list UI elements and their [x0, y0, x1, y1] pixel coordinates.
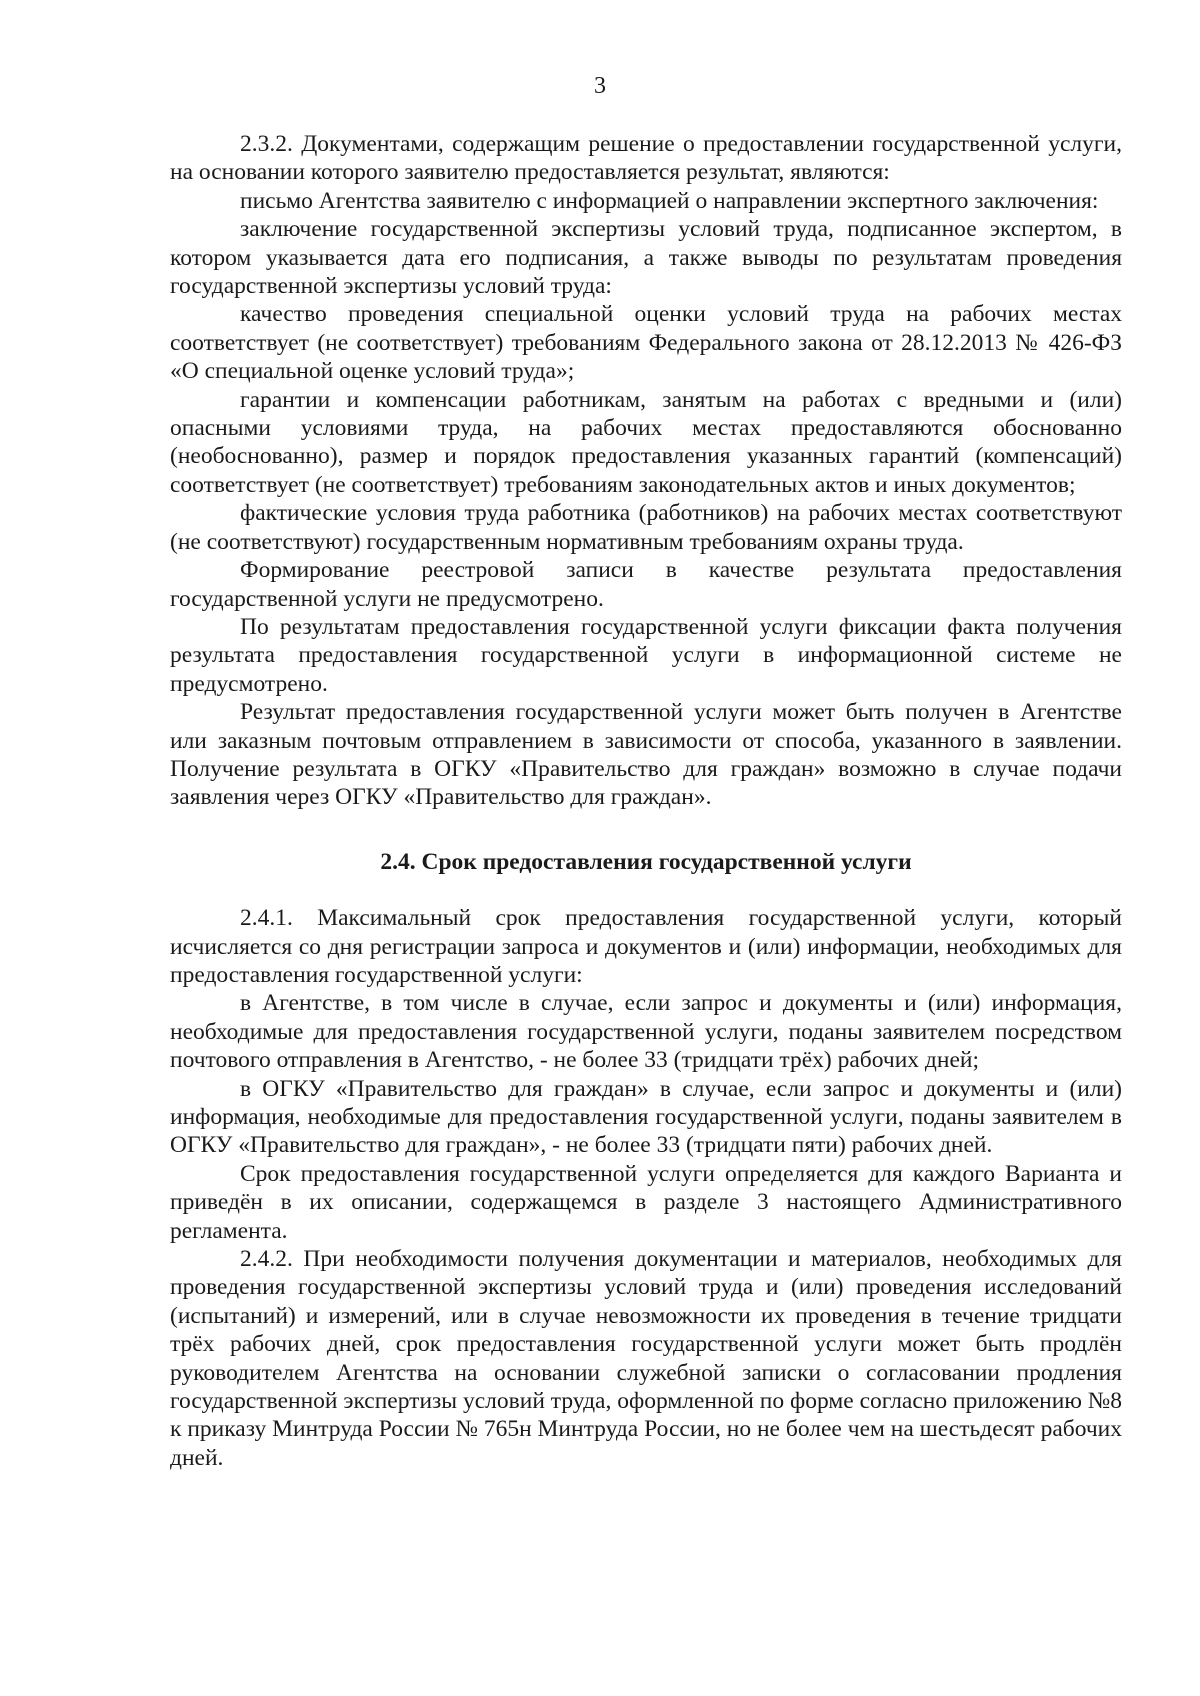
paragraph-2-4-2: 2.4.2. При необходимости получения документации и материалов, необходимых для проведения государственной экспертизы условий труда и (или) проведения исследований (испытаний) и измерений, или в случае невозможности их проведения в течение тридцати трёх рабочих дней, срок предоставления государственной услуги может быть продлён руководителем Агентства на основании служебной записки о согласовании продления государственной экспертизы условий труда, оформленной по форме согласно приложению №8 к приказу Минтруда России № 765н Минтруда России, но не более чем на шестьдесят рабочих дней.	[170, 1246, 1122, 1471]
paragraph-2-3-2: 2.3.2. Документами, содержащим решение о предоставлении государственной услуги, на основании которого заявителю предоставляется результат, являются:	[170, 131, 1122, 186]
paragraph-conclusion: заключение государственной экспертизы условий труда, подписанное экспертом, в котором указывается дата его подписания, а также выводы по результатам проведения государственной экспертизы условий труда:	[170, 216, 1122, 300]
paragraph-guarantees: гарантии и компенсации работникам, занятым на работах с вредными и (или) опасными условиями труда, на рабочих местах предоставляются обоснованно (необоснованно), размер и порядок предоставления указанных гарантий (компенсаций) соответствует (не соответствует) требованиям законодательных актов и иных документов;	[170, 386, 1122, 498]
paragraph-result-receipt: Результат предоставления государственной услуги может быть получен в Агентстве или заказным почтовым отправлением в зависимости от способа, указанного в заявлении. Получение результата в ОГКУ «Правительство для граждан» возможно в случае подачи заявления через ОГКУ «Правительство для граждан».	[170, 699, 1122, 811]
page-number: 3	[594, 73, 606, 99]
section-heading-2-4: 2.4. Срок предоставления государственной услуги	[380, 848, 912, 875]
paragraph-fixation: По результатам предоставления государственной услуги фиксации факта получения результата предоставления государственной услуги в информационной системе не предусмотрено.	[170, 613, 1122, 697]
paragraph-agency-term: в Агентстве, в том числе в случае, если запрос и документы и (или) информация, необходимые для предоставления государственной услуги, поданы заявителем посредством почтового отправления в Агентство, - не более 33 (тридцати трёх) рабочих дней;	[170, 990, 1122, 1074]
document-body	[170, 130, 1122, 1472]
paragraph-registry-record: Формирование реестровой записи в качестве результата предоставления государственной услуги не предусмотрено.	[170, 557, 1122, 612]
paragraph-actual-conditions: фактические условия труда работника (работников) на рабочих местах соответствуют (не соответствуют) государственным нормативным требованиям охраны труда.	[170, 500, 1122, 555]
paragraph-quality: качество проведения специальной оценки условий труда на рабочих местах соответствует (не соответствует) требованиям Федерального закона от 28.12.2013 № 426-ФЗ «О специальной оценке условий труда»;	[170, 301, 1122, 385]
paragraph-letter: письмо Агентства заявителю с информацией о направлении экспертного заключения:	[240, 187, 1099, 214]
paragraph-ogku-term: в ОГКУ «Правительство для граждан» в случае, если запрос и документы и (или) информация, необходимые для предоставления государственной услуги, поданы заявителем в ОГКУ «Правительство для граждан», - не более 33 (тридцати пяти) рабочих дней.	[170, 1075, 1122, 1159]
paragraph-2-4-1: 2.4.1. Максимальный срок предоставления государственной услуги, который исчисляется со дня регистрации запроса и документов и (или) информации, необходимых для предоставления государственной услуги:	[170, 905, 1122, 988]
paragraph-variant-term: Срок предоставления государственной услуги определяется для каждого Варианта и приведён в их описании, содержащемся в разделе 3 настоящего Административного регламента.	[170, 1160, 1122, 1244]
